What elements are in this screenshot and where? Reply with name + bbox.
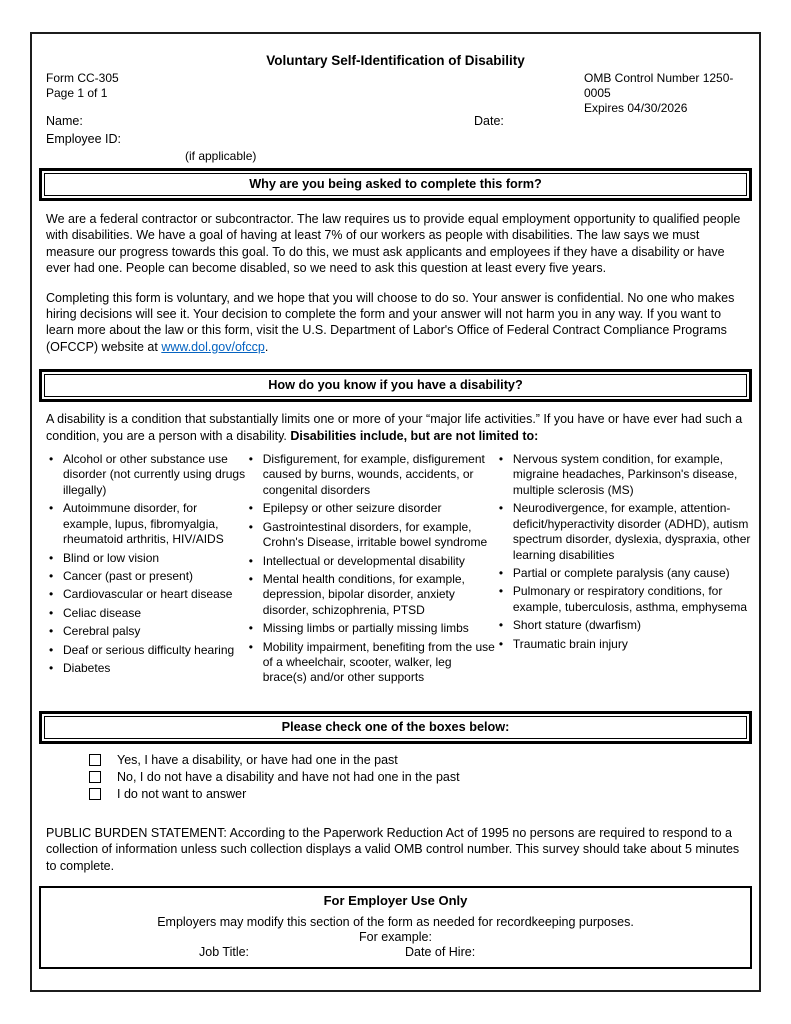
disability-examples-columns: [46, 452, 755, 689]
list-item: • Cancer (past or present): [46, 569, 246, 584]
no-answer-label: I do not want to answer: [117, 786, 247, 801]
list-item: • Epilepsy or other seizure disorder: [246, 501, 496, 516]
employer-fields-row: [41, 945, 750, 961]
employer-example-label: For example:: [359, 929, 432, 944]
section-header-why-text: Why are you being asked to complete this form?: [44, 173, 747, 196]
section-header-why: [39, 168, 752, 201]
list-item: • Traumatic brain injury: [496, 637, 755, 652]
checkbox-option-row: [89, 753, 759, 767]
list-item: • Gastrointestinal disorders, for example, Crohn's Disease, irritable bowel syndrome: [246, 520, 496, 551]
page-title: Voluntary Self-Identification of Disability: [266, 53, 525, 68]
list-item: • Celiac disease: [46, 606, 246, 621]
employer-use-section: [39, 886, 752, 969]
disability-column-3: [496, 452, 755, 689]
list-item: • Missing limbs or partially missing limbs: [246, 621, 496, 636]
disabilities-include-text: Disabilities include, but are not limited to:: [290, 428, 539, 443]
expiration-date: Expires 04/30/2026: [584, 101, 688, 115]
list-item: • Pulmonary or respiratory conditions, for example, tuberculosis, asthma, emphysema: [496, 584, 755, 615]
form-number: Form CC-305: [46, 71, 119, 85]
list-item: • Partial or complete paralysis (any cause): [496, 566, 755, 581]
disability-definition: [46, 411, 744, 444]
name-date-row: [46, 114, 744, 128]
list-item: • Cardiovascular or heart disease: [46, 587, 246, 602]
form-page-frame: [30, 32, 761, 992]
employer-note: Employers may modify this section of the form as needed for recordkeeping purposes.: [157, 914, 634, 929]
list-item: • Short stature (dwarfism): [496, 618, 755, 633]
list-item: • Neurodivergence, for example, attention-deficit/hyperactivity disorder (ADHD), autism spectrum disorder, dyslexia, dyspraxia, other learning disabilities: [496, 501, 755, 563]
employer-section-title: For Employer Use Only: [323, 892, 468, 908]
why-paragraph-2-period: .: [264, 339, 269, 354]
form-meta-right: [584, 71, 751, 116]
section-header-check-text: Please check one of the boxes below:: [44, 716, 747, 739]
list-item: • Diabetes: [46, 661, 246, 676]
form-meta: [46, 71, 751, 115]
why-paragraph-2: [46, 290, 744, 356]
checkbox-option-row: [89, 787, 759, 801]
disability-no-label: No, I do not have a disability and have not had one in the past: [117, 769, 460, 784]
date-of-hire-label: Date of Hire:: [405, 944, 476, 959]
checkbox-options: [89, 753, 759, 801]
disability-no-checkbox[interactable]: [89, 771, 101, 783]
list-item: • Cerebral palsy: [46, 624, 246, 639]
disability-column-2: [246, 452, 496, 689]
section-header-check: [39, 711, 752, 744]
employee-id-note: (if applicable): [185, 149, 257, 163]
employee-id-row: [46, 132, 744, 146]
list-item: • Alcohol or other substance use disorder (not currently using drugs illegally): [46, 452, 246, 498]
omb-control-number: OMB Control Number 1250-0005: [584, 71, 734, 100]
list-item: • Mental health conditions, for example, depression, bipolar disorder, anxiety disorder, schizophrenia, PTSD: [246, 572, 496, 618]
public-burden-statement: PUBLIC BURDEN STATEMENT: According to the Paperwork Reduction Act of 1995 no persons are required to respond to a collection of information unless such collection displays a valid OMB control number. This survey should take about 5 minutes to complete.: [46, 825, 740, 873]
list-item: • Mobility impairment, benefiting from the use of a wheelchair, scooter, walker, leg brace(s) and/or other supports: [246, 640, 496, 686]
list-item: • Intellectual or developmental disability: [246, 554, 496, 569]
section-header-how-text: How do you know if you have a disability?: [44, 374, 747, 397]
list-item: • Disfigurement, for example, disfigurement caused by burns, wounds, accidents, or congenital disorders: [246, 452, 496, 498]
section-header-how: [39, 369, 752, 402]
employee-id-label: Employee ID:: [46, 132, 122, 146]
list-item: • Nervous system condition, for example, migraine headaches, Parkinson's disease, multiple sclerosis (MS): [496, 452, 755, 498]
checkbox-option-row: [89, 770, 759, 784]
disability-yes-label: Yes, I have a disability, or have had one in the past: [117, 752, 398, 767]
page-number: Page 1 of 1: [46, 86, 108, 100]
list-item: • Autoimmune disorder, for example, lupus, fibromyalgia, rheumatoid arthritis, HIV/AIDS: [46, 501, 246, 547]
disability-yes-checkbox[interactable]: [89, 754, 101, 766]
disability-column-1: [46, 452, 246, 689]
list-item: • Deaf or serious difficulty hearing: [46, 643, 246, 658]
ofccp-website-link[interactable]: www.dol.gov/ofccp: [161, 339, 265, 354]
list-item: • Blind or low vision: [46, 551, 246, 566]
why-paragraph-2-text: Completing this form is voluntary, and we hope that you will choose to do so. Your answer is confidential. No one who makes hiring decisions will see it. Your decision to complete the form and your answer will not harm you in any way. If you want to learn more about the law or this form, visit the U.S. Department of Labor's Office of Federal Contract Compliance Programs (OFCCP) website at: [46, 290, 735, 354]
no-answer-checkbox[interactable]: [89, 788, 101, 800]
name-label: Name:: [46, 114, 83, 128]
job-title-label: Job Title:: [199, 944, 250, 959]
date-label: Date:: [474, 114, 504, 128]
disability-definition-text: A disability is a condition that substantially limits one or more of your “major life activities.” If you have or have ever had such a condition, you are a person with a disability.: [46, 412, 743, 443]
why-paragraph-1: We are a federal contractor or subcontractor. The law requires us to provide equal employment opportunity to qualified people with disabilities. We have a goal of having at least 7% of our workers as people with disabilities. The law says we must measure our progress towards this goal. To do this, we must ask applicants and employees if they have a disability or have ever had one. People can become disabled, so we need to ask this question at least every five years.: [46, 212, 741, 276]
